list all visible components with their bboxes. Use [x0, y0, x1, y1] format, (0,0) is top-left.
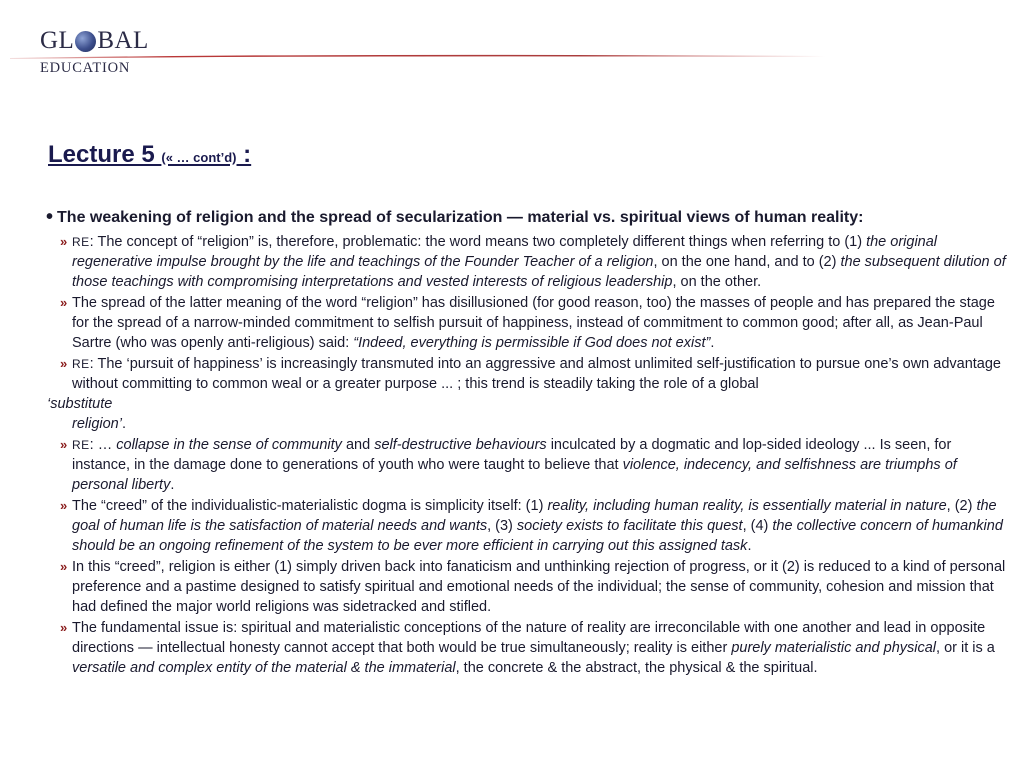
page-title: Lecture 5 (« … cont’d) :	[48, 141, 252, 168]
arrow-marker-icon: »	[60, 620, 68, 635]
logo-wordmark: GL BAL	[40, 27, 149, 54]
header-swoosh-divider	[10, 53, 825, 61]
arrow-marker-icon: »	[60, 498, 68, 513]
list-item: » The spread of the latter meaning of the word “religion” has disillusioned (for good reason, too) the masses of people and has prepared the stage for the spread of a narrow-minded commitment to selfish pursuit of happiness, instead of commitment to common good; after all, as Jean-Paul Sartre (who was openly anti-religious) said: “Indeed, everything is permissible if God does not exist”.	[60, 295, 995, 351]
arrow-marker-icon: »	[60, 295, 68, 310]
list-item: » RE: … collapse in the sense of community and self-destructive behaviours inculcated by a dogmatic and lop-sided ideology ... Is seen, for instance, in the damage done to generations of youth who were taught to believe that violence, indecency, and selfishness are triumphs of personal liberty.	[60, 437, 957, 493]
point-list	[0, 232, 1024, 678]
list-item: » In this “creed”, religion is either (1) simply driven back into fanaticism and unthinking rejection of progress, or it (2) is reduced to a kind of personal preference and a pastime designed to satisfy spiritual and emotional needs of the individual; the sense of community, cohesion and mission that had defined the major world religions was sidetracked and stifled.	[60, 559, 1006, 615]
list-item: » RE: The ‘pursuit of happiness’ is increasingly transmuted into an aggressive and almost unlimited self-justification to pursue one’s own advantage without committing to common weal or a greater purpose ... ; this trend is steadily taking the role of a global ‘substitute religion’.	[47, 356, 1001, 432]
arrow-marker-icon: »	[60, 437, 68, 452]
list-item: » The “creed” of the individualistic-materialistic dogma is simplicity itself: (1) reality, including human reality, is essentially material in nature, (2) the goal of human life is the satisfaction of material needs and wants, (3) society exists to facilitate this quest, (4) the collective concern of humankind should be an ongoing refinement of the system to be ever more efficient in carrying out this assigned task.	[60, 498, 1003, 554]
list-item: » RE: The concept of “religion” is, therefore, problematic: the word means two completely different things when referring to (1) the original regenerative impulse brought by the life and teachings of the Founder Teacher of a religion, on the one hand, and to (2) the subsequent dilution of those teachings with compromising interpretations and vested interests of religious leadership, on the other.	[60, 234, 1006, 290]
list-item: » The fundamental issue is: spiritual and materialistic conceptions of the nature of reality are irreconcilable with one another and lead in opposite directions — intellectual honesty cannot accept that both would be true simultaneously; reality is either purely materialistic and physical, or it is a versatile and complex entity of the material & the immaterial, the concrete & the abstract, the physical & the spiritual.	[60, 620, 995, 676]
title-continued-note: (« … cont’d)	[161, 150, 237, 165]
section-heading: • The weakening of religion and the spread of secularization — material vs. spiritual views of human reality:	[46, 206, 864, 228]
bullet-icon: •	[46, 206, 54, 228]
arrow-marker-icon: »	[60, 559, 68, 574]
arrow-marker-icon: »	[60, 234, 68, 249]
arrow-marker-icon: »	[60, 356, 68, 371]
globe-icon	[75, 31, 96, 52]
logo-subtitle: EDUCATION	[40, 60, 131, 76]
